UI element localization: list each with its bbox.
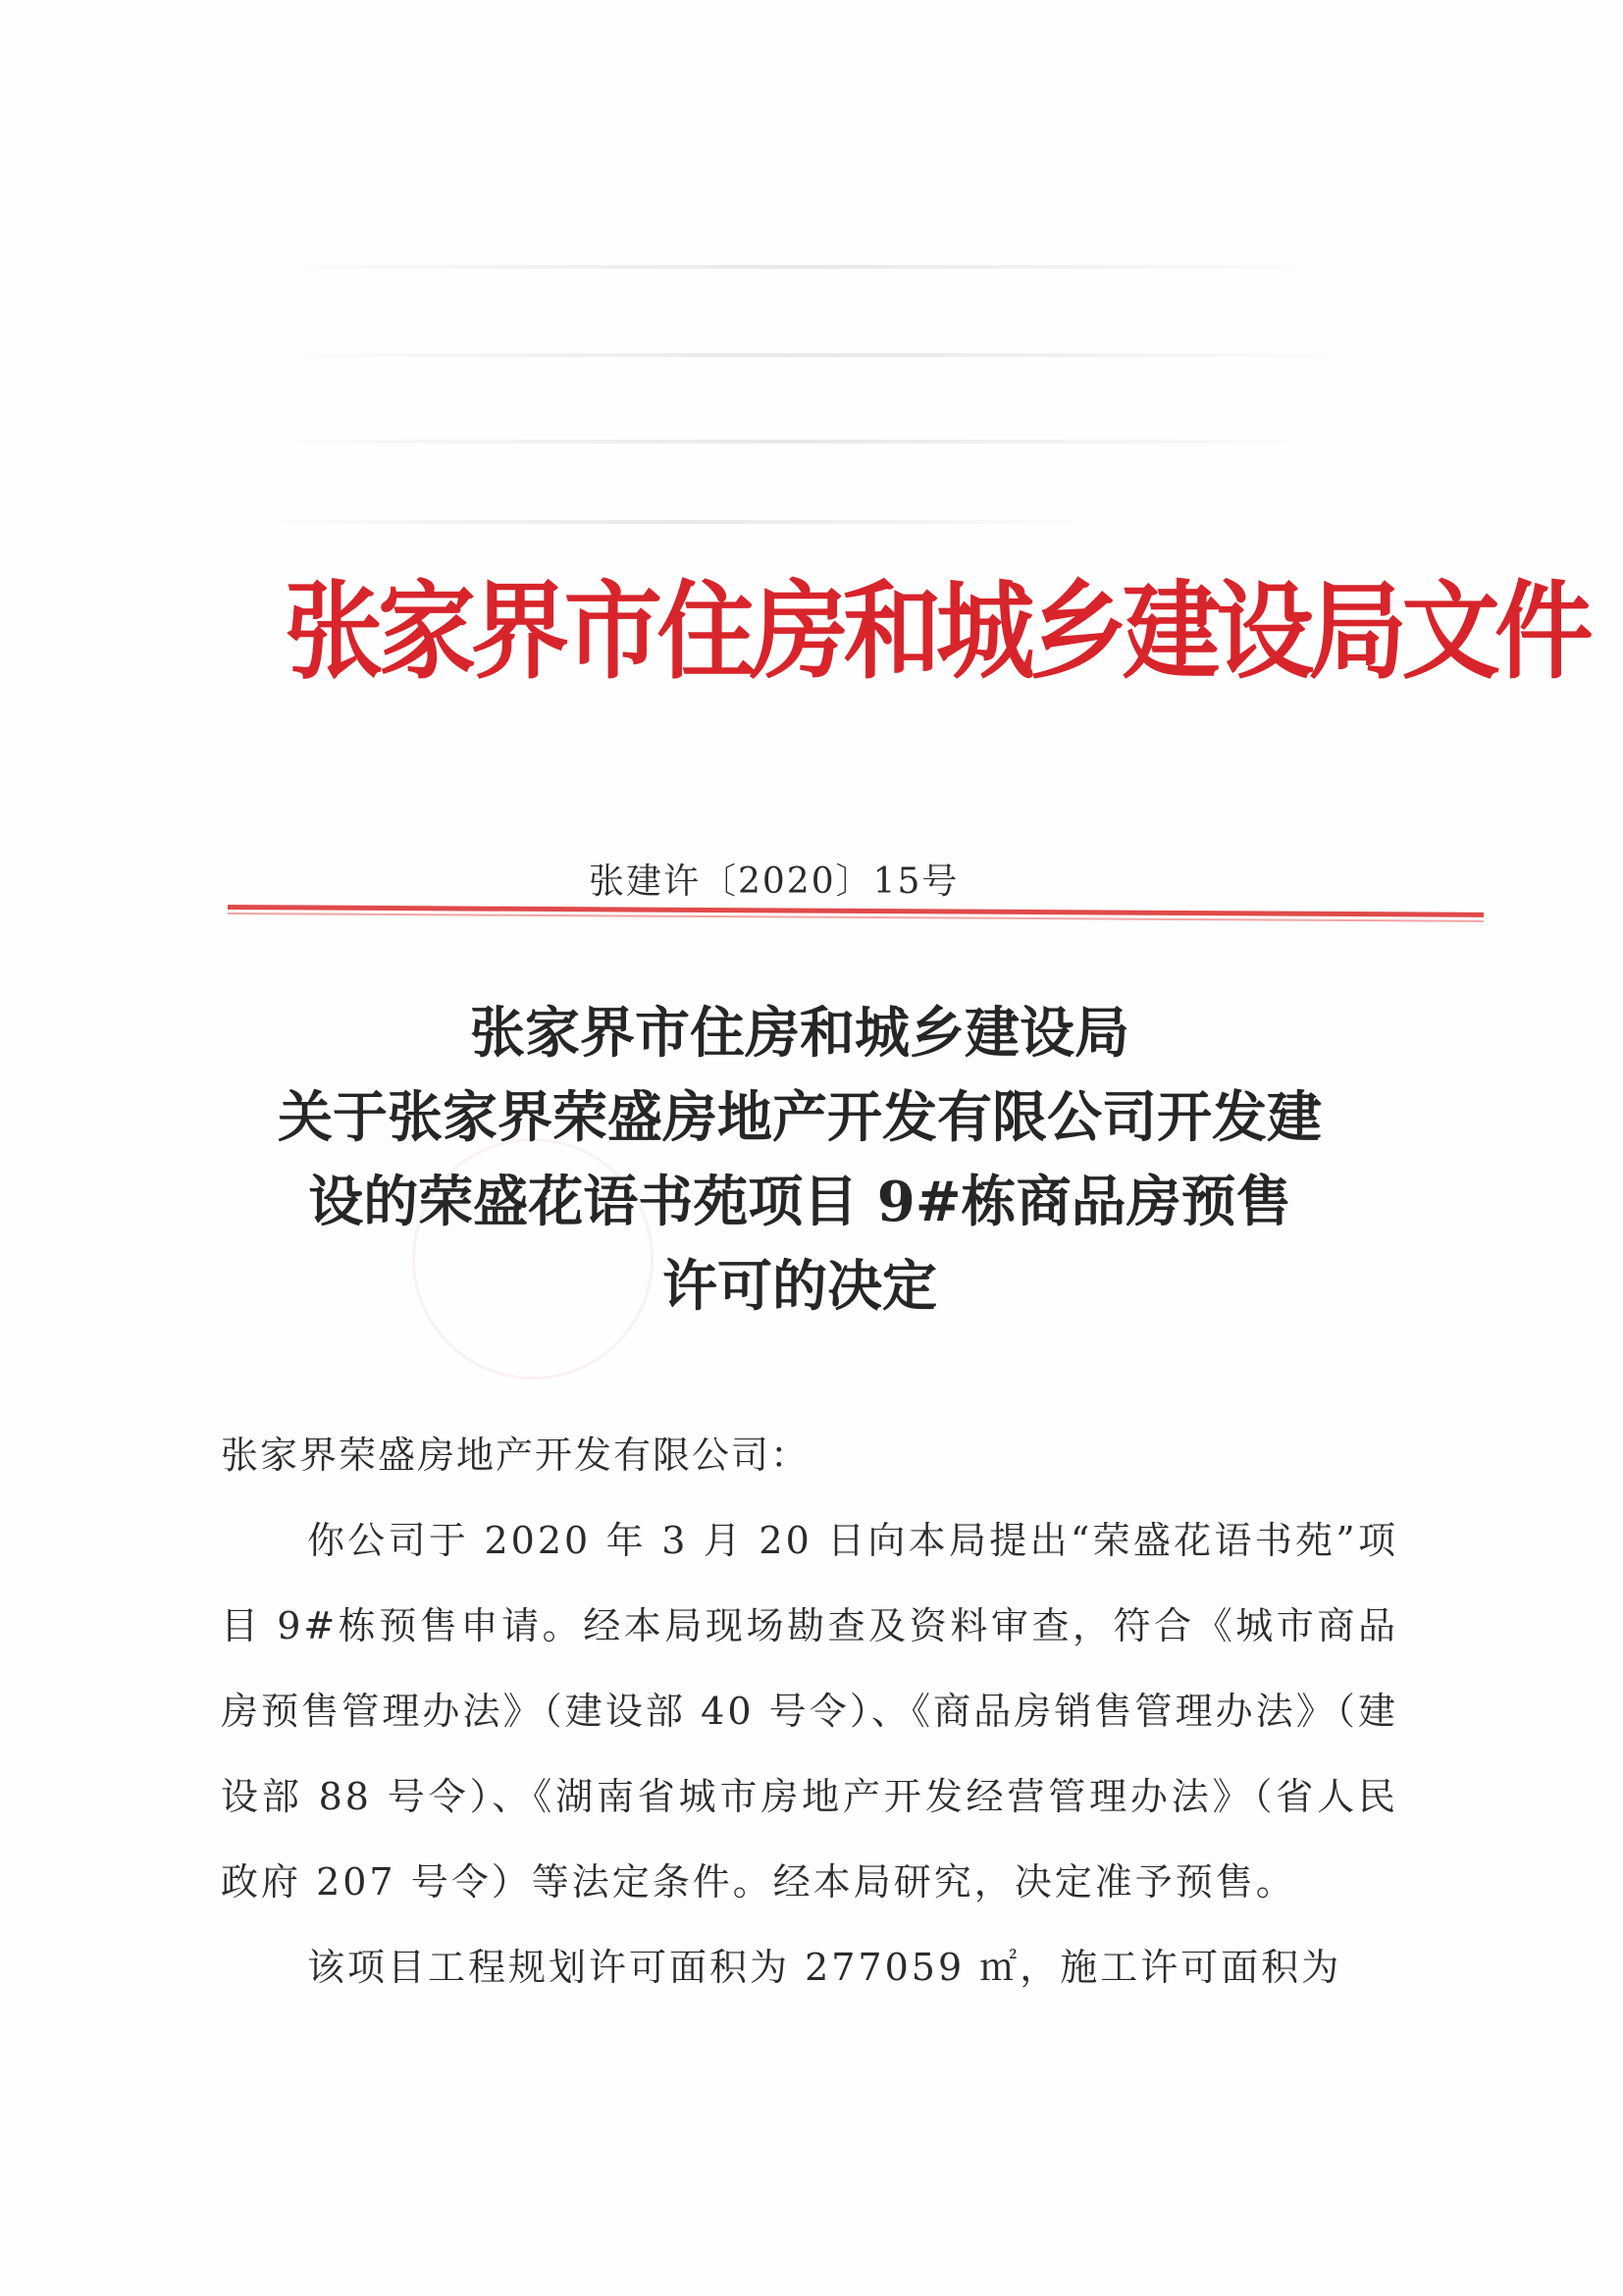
salutation: 张家界荣盛房地产开发有限公司： bbox=[221, 1434, 811, 1477]
title-line: 设的荣盛花语书苑项目 9#栋商品房预售 bbox=[308, 1170, 1291, 1234]
document-number: 张建许〔2020〕15号 bbox=[589, 861, 960, 902]
paragraph-area: 该项目工程规划许可面积为 277059 ㎡，施工许可面积为 bbox=[307, 1946, 1342, 1989]
paragraph-decision: 你公司于 2020 年 3 月 20 日向本局提出“荣盛花语书苑”项目 9#栋预售申请。经本局现场勘查及资料审查，符合《城市商品房预售管理办法》（建设部 40 号令）、《商品房销售管理办法》（建设部 88 号令）、《湖南省城市房地产开发经营管理办法》（省人民政府 207 号令）等法定条件。经本局研究，决定准予预售。 bbox=[221, 1519, 1398, 1904]
title-line: 张家界市住房和城乡建设局 bbox=[470, 1001, 1129, 1066]
agency-header-title: 张家界市住房和城乡建设局文件 bbox=[285, 571, 1589, 694]
document-body bbox=[221, 1413, 1398, 2010]
bleed-through-line bbox=[236, 265, 1364, 269]
document-title bbox=[186, 991, 1413, 1329]
title-line: 许可的决定 bbox=[662, 1254, 937, 1319]
bleed-through-line bbox=[236, 440, 1344, 444]
title-line: 关于张家界荣盛房地产开发有限公司开发建 bbox=[278, 1085, 1322, 1150]
bleed-through-line bbox=[236, 353, 1393, 357]
bleed-through-line bbox=[236, 520, 1119, 524]
